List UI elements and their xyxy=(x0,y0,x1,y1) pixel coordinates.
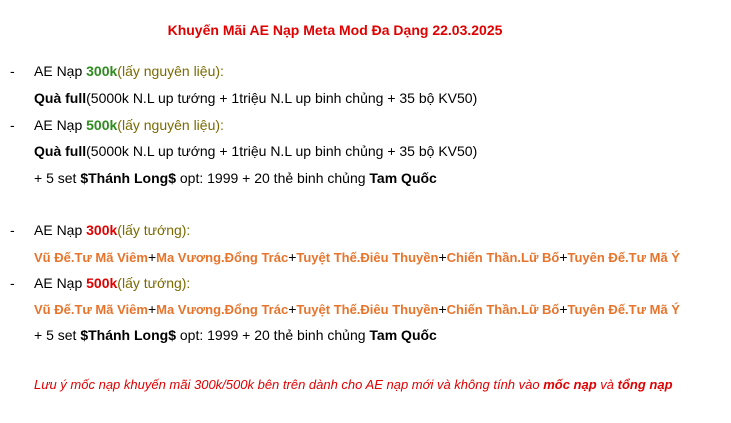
general-name: Tuyên Đế.Tư Mã Ý xyxy=(567,250,680,265)
general-name: Chiến Thần.Lữ Bố xyxy=(446,302,560,317)
general-name: Vũ Đế.Tư Mã Viêm xyxy=(34,302,148,317)
general-name: Ma Vương.Đổng Trác xyxy=(156,250,289,265)
section-300k-generals-heading: AE Nạp 300k(lấy tướng): xyxy=(34,222,191,238)
section-300k-generals-list: Vũ Đế.Tư Mã Viêm+Ma Vương.Đổng Trác+Tuyệt Thế.Điêu Thuyền+Chiến Thần.Lữ Bố+Tuyên Đế.Tư Mã Ý xyxy=(34,249,680,265)
section-500k-generals-heading: AE Nạp 500k(lấy tướng): xyxy=(34,275,191,291)
section-500k-generals-extra: + 5 set $Thánh Long$ opt: 1999 + 20 thẻ binh chủng Tam Quốc xyxy=(34,327,437,343)
general-name: Chiến Thần.Lữ Bố xyxy=(446,250,560,265)
list-dash: - xyxy=(10,117,15,133)
list-dash: - xyxy=(10,63,15,79)
general-name: Tuyệt Thế.Điêu Thuyền xyxy=(296,302,439,317)
section-300k-gift: Quà full(5000k N.L up tướng + 1triệu N.L up binh chủng + 35 bộ KV50) xyxy=(34,90,478,106)
page-title: Khuyến Mãi AE Nạp Meta Mod Đa Dạng 22.03.2025 xyxy=(167,22,503,38)
section-500k-extra: + 5 set $Thánh Long$ opt: 1999 + 20 thẻ binh chủng Tam Quốc xyxy=(34,170,437,186)
amount-300k: 300k xyxy=(86,222,118,238)
section-500k-gift: Quà full(5000k N.L up tướng + 1triệu N.L up binh chủng + 35 bộ KV50) xyxy=(34,143,478,159)
section-500k-materials-heading: AE Nạp 500k(lấy nguyên liệu): xyxy=(34,117,224,133)
general-name: Vũ Đế.Tư Mã Viêm xyxy=(34,250,148,265)
general-name: Ma Vương.Đổng Trác xyxy=(156,302,289,317)
general-name: Tuyên Đế.Tư Mã Ý xyxy=(567,302,680,317)
list-dash: - xyxy=(10,275,15,291)
amount-300k: 300k xyxy=(86,63,118,79)
section-300k-materials-heading: AE Nạp 300k(lấy nguyên liệu): xyxy=(34,63,224,79)
list-dash: - xyxy=(10,222,15,238)
general-name: Tuyệt Thế.Điêu Thuyền xyxy=(296,250,439,265)
section-500k-generals-list: Vũ Đế.Tư Mã Viêm+Ma Vương.Đổng Trác+Tuyệt Thế.Điêu Thuyền+Chiến Thần.Lữ Bố+Tuyên Đế.Tư Mã Ý xyxy=(34,301,680,317)
footnote: Lưu ý mốc nạp khuyến mãi 300k/500k bên trên dành cho AE nạp mới và không tính vào mốc nạp và tổng nạp xyxy=(34,377,673,392)
amount-500k: 500k xyxy=(86,275,118,291)
amount-500k: 500k xyxy=(86,117,118,133)
